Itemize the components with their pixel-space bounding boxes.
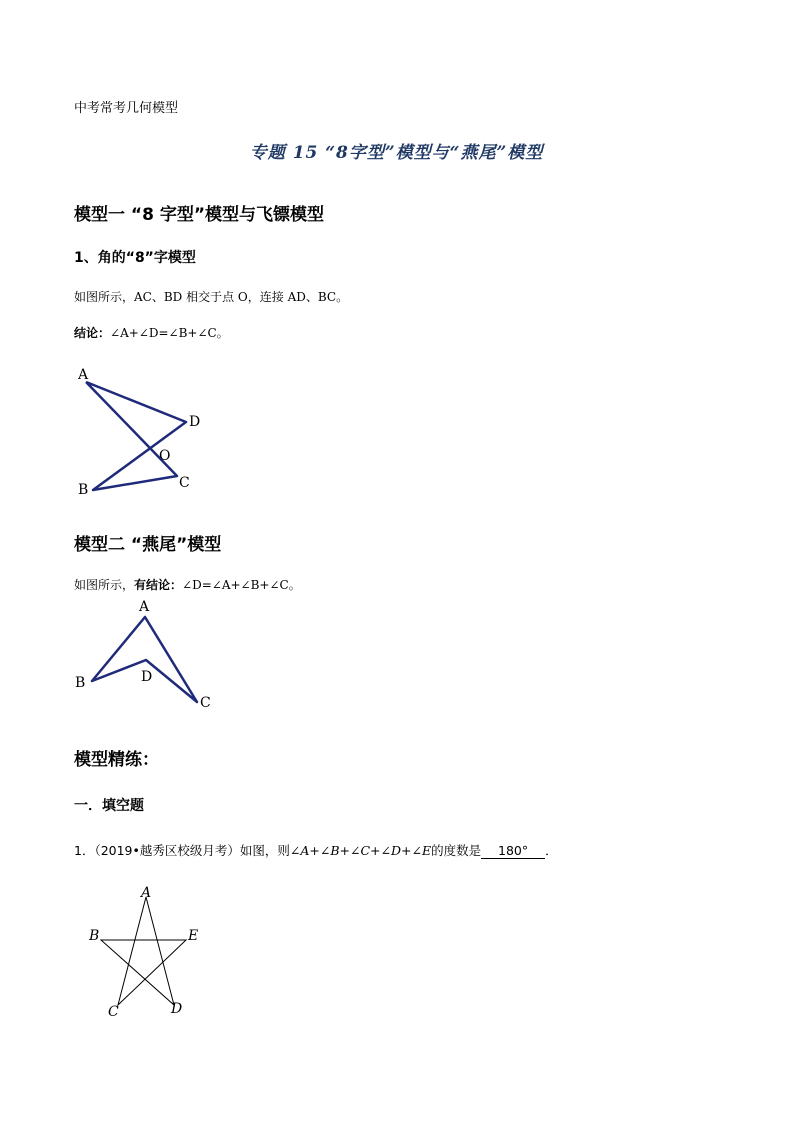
fig1-label-a: A bbox=[78, 367, 89, 383]
model1-heading: 模型一 “8 字型”模型与飞镖模型 bbox=[74, 205, 325, 225]
practice-heading: 模型精练： bbox=[74, 750, 159, 770]
question-1-prefix: 1．（2019•越秀区校级月考）如图，则 bbox=[74, 843, 290, 858]
question-1 bbox=[74, 841, 558, 859]
fig3-label-d: D bbox=[171, 1001, 183, 1017]
model2-heading: 模型二 “燕尾”模型 bbox=[74, 535, 222, 555]
fig2-label-a: A bbox=[139, 599, 150, 615]
swallowtail-shape bbox=[92, 617, 197, 702]
model2-text-prefix: 如图所示， bbox=[74, 578, 135, 592]
question-1-suffix: 的度数是 bbox=[431, 843, 482, 858]
fig1-label-b: B bbox=[78, 482, 89, 498]
answer-blank: 180° bbox=[481, 843, 545, 859]
figure-8-lines bbox=[86, 382, 186, 490]
document-title: 专题 15 “8字型”模型与“燕尾”模型 bbox=[249, 143, 544, 163]
fig2-label-d: D bbox=[141, 669, 153, 685]
conclusion-formula: ∠A+∠D=∠B+∠C。 bbox=[110, 326, 229, 340]
conclusion-label: 结论： bbox=[74, 326, 111, 340]
fig2-label-c: C bbox=[200, 695, 211, 711]
fig3-label-b: B bbox=[89, 928, 100, 944]
question-1-formula: ∠A+∠B+∠C+∠D+∠E bbox=[289, 843, 432, 858]
fill-blank-section-heading: 一．填空题 bbox=[74, 798, 144, 814]
model2-formula: ∠D=∠A+∠B+∠C。 bbox=[182, 578, 301, 592]
model1-description: 如图所示，AC、BD 相交于点 O，连接 AD、BC。 bbox=[74, 290, 349, 304]
fig3-label-c: C bbox=[108, 1004, 119, 1020]
fig3-label-a: A bbox=[141, 885, 152, 901]
question-1-end: ． bbox=[545, 843, 558, 858]
model2-conclusion-label: 有结论： bbox=[134, 578, 183, 592]
model2-description bbox=[74, 576, 301, 593]
fig1-label-o: O bbox=[159, 448, 171, 464]
fig2-label-b: B bbox=[75, 675, 86, 691]
star-shape bbox=[101, 897, 186, 1005]
fig1-label-c: C bbox=[179, 475, 190, 491]
document-header: 中考常考几何模型 bbox=[74, 101, 179, 116]
model1-subheading: 1、角的“8”字模型 bbox=[74, 250, 196, 266]
fig1-label-d: D bbox=[189, 414, 201, 430]
fig3-label-e: E bbox=[188, 928, 199, 944]
